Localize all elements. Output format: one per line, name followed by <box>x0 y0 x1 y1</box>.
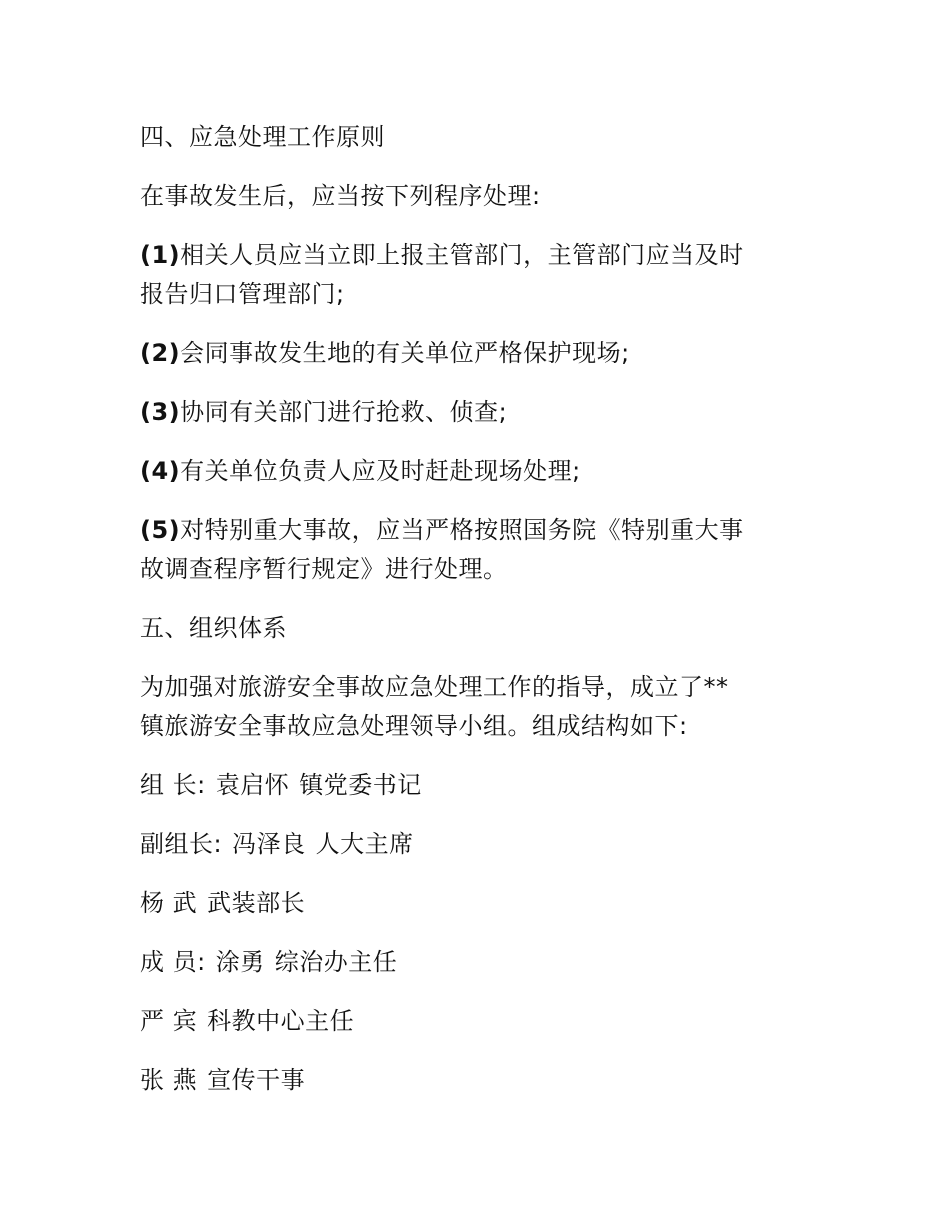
item-text-line1: 相关人员应当立即上报主管部门，主管部门应当及时 <box>180 241 744 269</box>
item-number: (5) <box>140 516 181 544</box>
member-role: 成 员: <box>140 948 206 976</box>
member-title: 科教中心主任 <box>207 1007 355 1035</box>
member-title: 宣传干事 <box>207 1066 306 1094</box>
member-title: 综治办主任 <box>274 948 398 976</box>
member-role: 组 长: <box>140 771 206 799</box>
item-text-line1: 对特别重大事故，应当严格按照国务院《特别重大事 <box>180 516 744 544</box>
member-row <box>140 1002 820 1041</box>
member-name: 杨 武 <box>140 889 198 917</box>
item-text-line1: 协同有关部门进行抢救、侦查; <box>180 398 508 426</box>
item-text-line2: 报告归口管理部门; <box>140 280 345 308</box>
list-item <box>140 511 820 589</box>
member-name: 涂勇 <box>215 948 265 976</box>
section-5-intro <box>140 668 820 746</box>
member-name: 张 燕 <box>140 1066 198 1094</box>
member-row <box>140 943 820 982</box>
member-name: 严 宾 <box>140 1007 198 1035</box>
member-name: 袁启怀 <box>215 771 290 799</box>
member-name: 冯泽良 <box>232 830 306 858</box>
member-row <box>140 1061 820 1100</box>
member-title: 人大主席 <box>315 830 414 858</box>
item-number: (2) <box>140 339 181 367</box>
intro-line2: 镇旅游安全事故应急处理领导小组。组成结构如下: <box>140 712 688 740</box>
member-title: 镇党委书记 <box>299 771 422 799</box>
intro-line1: 为加强对旅游安全事故应急处理工作的指导，成立了** <box>140 673 729 701</box>
list-item <box>140 452 820 491</box>
item-number: (3) <box>140 398 181 426</box>
member-row <box>140 766 820 805</box>
item-text-line1: 有关单位负责人应及时赶赴现场处理; <box>180 457 581 485</box>
section-5-heading: 五、组织体系 <box>140 614 287 642</box>
list-item <box>140 236 820 314</box>
section-4-intro: 在事故发生后，应当按下列程序处理: <box>140 182 541 210</box>
member-role: 副组长: <box>140 830 223 858</box>
item-number: (1) <box>140 241 181 269</box>
member-row <box>140 825 820 864</box>
list-item <box>140 393 820 432</box>
item-text-line1: 会同事故发生地的有关单位严格保护现场; <box>180 339 630 367</box>
member-title: 武装部长 <box>207 889 306 917</box>
item-number: (4) <box>140 457 181 485</box>
list-item <box>140 334 820 373</box>
section-4-heading: 四、应急处理工作原则 <box>140 123 385 151</box>
member-row <box>140 884 820 923</box>
item-text-line2: 故调查程序暂行规定》进行处理。 <box>140 555 508 583</box>
document-page <box>140 118 820 1120</box>
